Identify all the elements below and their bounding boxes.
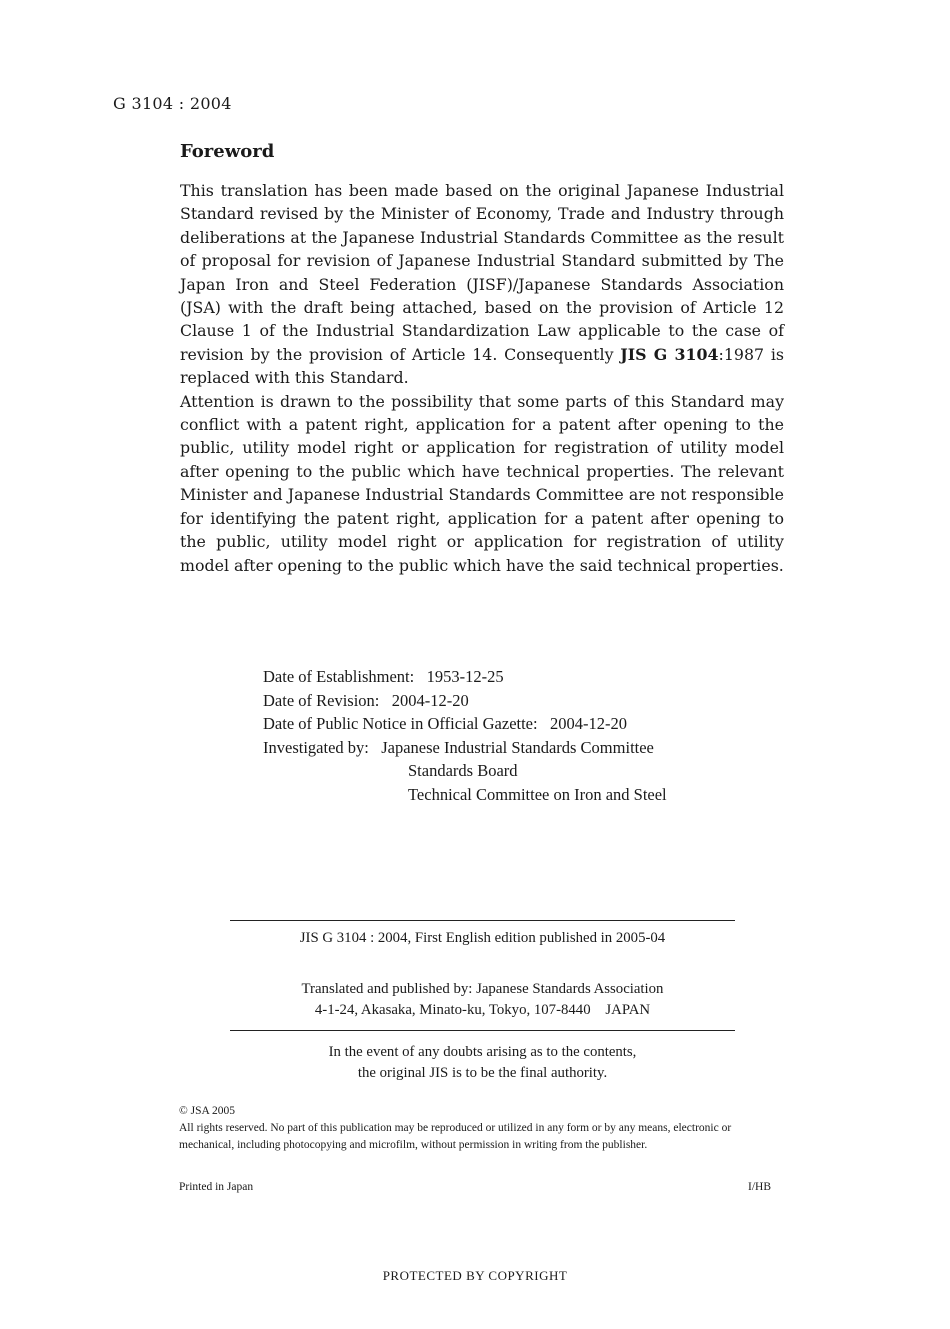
paragraph-1-text: This translation has been made based on the original Japanese Industrial Standard revised by the Minister of Economy, Trade and Industry through deliberations at the Japanese Industrial Standards Committee as the result of proposal for revision of Japanese Industrial Standard submitted by The Japan Iron and Steel Federation (JISF)/Japanese Standards Association (JSA) with the draft being attached, based on the provision of Article 12 Clause 1 of the Industrial Standardization Law applicable to the case of revision by the provision of Article 14. Consequently <box>180 181 784 364</box>
investigated-line: Japanese Industrial Standards Committee <box>381 737 654 757</box>
printed-in: Printed in Japan <box>179 1181 254 1193</box>
notice-value: 2004-12-20 <box>549 714 627 733</box>
investigated-line: Technical Committee on Iron and Steel <box>408 784 667 804</box>
revision-label: Date of Revision: <box>263 690 380 710</box>
dates-block <box>263 665 667 806</box>
establishment-value: 1953-12-25 <box>426 667 504 686</box>
copyright-notice: © JSA 2005 <box>179 1105 236 1117</box>
document-code: I/HB <box>748 1181 771 1193</box>
revision-value: 2004-12-20 <box>391 690 469 710</box>
investigated-label: Investigated by: <box>263 737 369 757</box>
copyright-footer: PROTECTED BY COPYRIGHT <box>382 1268 568 1283</box>
revision-row <box>263 689 667 713</box>
divider <box>230 1030 735 1031</box>
divider <box>230 920 735 921</box>
standard-id: G 3104 : 2004 <box>113 94 232 113</box>
notice-row <box>263 712 667 736</box>
standard-reference: JIS G 3104 <box>620 344 719 364</box>
publisher-line: Translated and published by: Japanese Standards Association <box>301 981 664 997</box>
notice-label: Date of Public Notice in Official Gazette: <box>263 714 538 733</box>
page-title: Foreword <box>180 141 275 162</box>
foreword-paragraph-2: Attention is drawn to the possibility that some parts of this Standard may conflict with a patent right, application for a patent after opening to the public, utility model right or application for registration of utility model after opening to the public which have technical properties. The relevant Minister and Japanese Industrial Standards Committee are not responsible for identifying the patent right, application for a patent after opening to the public, utility model right or application for registration of utility model after opening to the public which have the said technical properties. <box>180 391 784 575</box>
foreword-paragraph-1 <box>180 179 784 390</box>
establishment-label: Date of Establishment: <box>263 667 415 686</box>
paragraph-1-tail: :1987 is replaced with this Standard. <box>180 344 784 388</box>
authority-line-1: In the event of any doubts arising as to the contents, <box>328 1044 637 1060</box>
address-line: 4-1-24, Akasaka, Minato-ku, Tokyo, 107-8440 JAPAN <box>314 1002 651 1018</box>
edition-line: JIS G 3104 : 2004, First English edition published in 2005-04 <box>299 930 666 946</box>
legal-notice <box>179 1103 784 1154</box>
investigated-row <box>263 736 667 760</box>
rights-notice: All rights reserved. No part of this publication may be reproduced or utilized in any form or by any means, electronic or mechanical, including photocopying and microfilm, without permission in writing from the publisher. <box>179 1122 732 1151</box>
authority-line-2: the original JIS is to be the final authority. <box>357 1065 608 1081</box>
investigated-line: Standards Board <box>408 761 518 780</box>
foreword-body <box>180 179 784 577</box>
establishment-row <box>263 665 667 689</box>
